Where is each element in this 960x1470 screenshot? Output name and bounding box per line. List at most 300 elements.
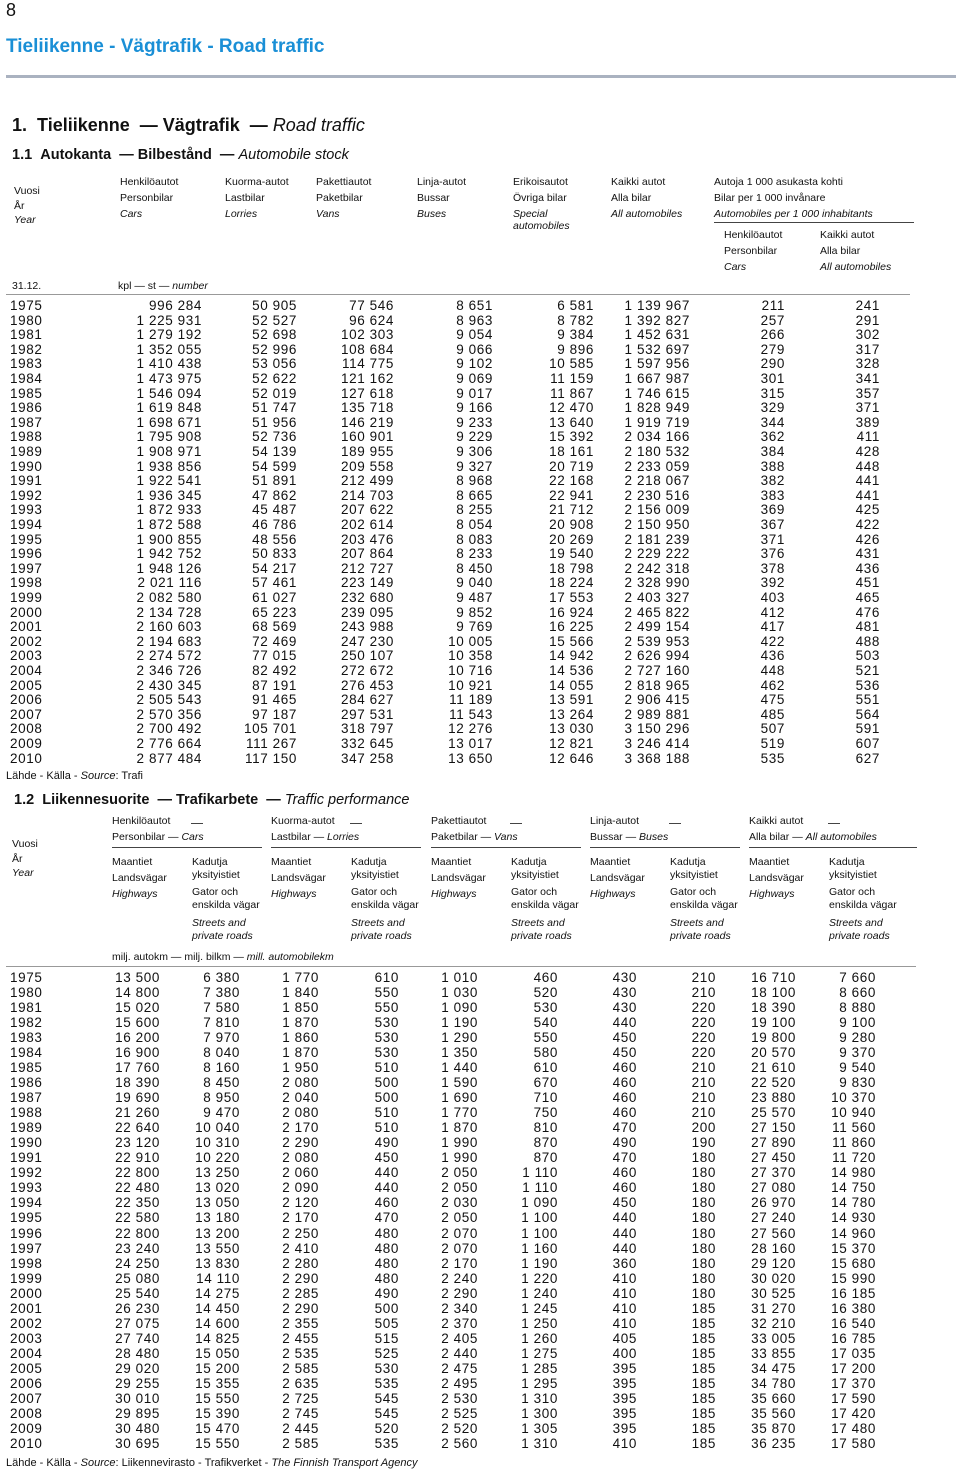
row-year: 2002 [10, 633, 43, 649]
cell-value: 54 217 [252, 560, 297, 576]
cell-value: 1 872 588 [136, 517, 202, 532]
col-special-sv: Övriga bilar [513, 192, 567, 204]
cell-value: 536 [855, 677, 880, 693]
cell-value: 551 [855, 692, 880, 708]
cell-value: 13 500 [115, 970, 160, 985]
cell-value: 2 776 664 [136, 736, 202, 751]
cell-value: 488 [855, 633, 880, 649]
cell-value: 52 698 [252, 327, 297, 343]
cell-value: 290 [760, 356, 785, 372]
cell-value: 2 230 516 [624, 487, 690, 503]
sub-hw-fi: Maantiet [271, 856, 312, 868]
cell-value: 490 [612, 1135, 637, 1151]
cell-value: 2 370 [441, 1315, 478, 1331]
sub-st-sv2: enskilda vägar [192, 899, 260, 911]
cell-value: 8 040 [203, 1045, 240, 1061]
cell-value: 1 350 [441, 1045, 478, 1061]
cell-value: 77 546 [349, 298, 394, 313]
cell-value: 127 618 [341, 385, 394, 401]
sub-hw-sv: Landsvägar [271, 872, 326, 884]
row-year: 1999 [10, 1270, 43, 1286]
cell-value: 302 [855, 327, 880, 343]
cell-value: 2 877 484 [136, 750, 202, 766]
cell-value: 545 [374, 1405, 399, 1421]
section-11-en: Automobile stock [238, 147, 349, 163]
table-row [0, 1422, 960, 1436]
sub-st-en1: Streets and [829, 917, 883, 929]
table-row [0, 1302, 960, 1316]
cell-value: 207 864 [341, 546, 394, 562]
cell-value: 422 [760, 633, 785, 649]
cell-value: 2 290 [282, 1300, 319, 1316]
cell-value: 19 690 [115, 1090, 160, 1106]
cell-value: 14 780 [831, 1195, 876, 1211]
row-year: 1986 [10, 1075, 43, 1091]
row-year: 1989 [10, 1120, 43, 1136]
cell-value: 1 546 094 [136, 385, 202, 401]
cell-value: 1 310 [521, 1435, 558, 1451]
cell-value: 1 850 [282, 1000, 319, 1016]
table-row [0, 1347, 960, 1361]
row-year: 1990 [10, 1135, 43, 1151]
cell-value: 16 200 [115, 1030, 160, 1046]
cell-value: 1 110 [522, 1180, 558, 1196]
table-row [0, 1031, 960, 1045]
cell-value: 2 745 [282, 1405, 319, 1421]
cell-value: 22 580 [115, 1210, 160, 1226]
cell-value: 8 950 [203, 1090, 240, 1106]
group-en: Vans [494, 831, 518, 843]
cell-value: 341 [855, 371, 880, 386]
cell-value: 2 340 [441, 1300, 478, 1316]
cell-value: 9 102 [456, 356, 493, 372]
table-row [0, 401, 960, 415]
section-12-en: Traffic performance [284, 792, 410, 808]
cell-value: 180 [691, 1195, 716, 1211]
table-row [0, 372, 960, 386]
cell-value: 8 160 [203, 1060, 240, 1076]
row-year: 1987 [10, 1090, 43, 1106]
sub-st-sv2: enskilda vägar [511, 899, 579, 911]
cell-value: 22 800 [115, 1165, 160, 1181]
table-row [0, 1407, 960, 1421]
t-source-value: Liikennevirasto [121, 1457, 195, 1469]
cell-value: 27 370 [751, 1165, 796, 1181]
cell-value: 9 040 [456, 575, 493, 591]
t-unit-sv: milj. bilkm [184, 951, 231, 963]
table-row [0, 1377, 960, 1391]
row-year: 2002 [10, 1315, 43, 1331]
cell-value: 1 100 [521, 1225, 558, 1241]
cell-value: 535 [374, 1435, 399, 1451]
cell-value: 15 370 [831, 1240, 876, 1256]
col-all-en: All automobiles [611, 208, 683, 220]
cell-value: 13 180 [195, 1210, 240, 1226]
cell-value: 1 770 [282, 970, 319, 985]
cell-value: 2 818 965 [624, 677, 690, 693]
cell-value: 9 306 [456, 444, 493, 459]
sub-st-fi2: yksityistiet [351, 869, 399, 881]
cell-value: 2 585 [282, 1435, 319, 1451]
cell-value: 17 760 [115, 1060, 160, 1076]
table-row [0, 343, 960, 357]
row-year: 1984 [10, 1045, 43, 1061]
cell-value: 440 [612, 1210, 637, 1226]
cell-value: 1 285 [521, 1360, 558, 1376]
cell-value: 200 [691, 1120, 716, 1136]
cell-value: 1 392 827 [624, 312, 690, 328]
col-vans-en: Vans [316, 208, 340, 220]
cell-value: 412 [760, 604, 785, 620]
cell-value: 450 [612, 1030, 637, 1046]
cell-value: 19 100 [751, 1015, 796, 1031]
cell-value: 30 525 [751, 1285, 796, 1301]
cell-value: 34 780 [751, 1375, 796, 1391]
unit-label: kpl — st — number [118, 280, 208, 292]
cell-value: 1 275 [521, 1345, 558, 1361]
cell-value: 14 110 [196, 1270, 240, 1286]
sub-hw-en: Highways [112, 888, 158, 900]
cell-value: 1 160 [521, 1240, 558, 1256]
row-year: 1994 [10, 517, 43, 532]
cell-value: 180 [691, 1270, 716, 1286]
cell-value: 82 492 [252, 663, 297, 678]
group-fi-rule [191, 823, 203, 824]
cell-value: 2 906 415 [624, 692, 690, 708]
cell-value: 2 700 492 [136, 721, 202, 737]
table-row [0, 1196, 960, 1210]
cell-value: 15 355 [195, 1375, 240, 1391]
cell-value: 28 160 [751, 1240, 796, 1256]
cell-value: 1 860 [282, 1030, 319, 1046]
cell-value: 15 990 [831, 1270, 876, 1286]
cell-value: 32 210 [751, 1315, 796, 1331]
sub-st-sv1: Gator och [829, 886, 876, 898]
cell-value: 1 532 697 [624, 341, 690, 357]
col-buses-sv: Bussar [417, 192, 450, 204]
col-all-fi: Kaikki autot [611, 176, 666, 188]
sub-st-en1: Streets and [670, 917, 724, 929]
cell-value: 1 922 541 [136, 473, 202, 489]
group-en: Buses [639, 831, 669, 843]
cell-value: 362 [760, 429, 785, 445]
group-fi: Kaikki autot [749, 815, 804, 827]
col-per1000-cars-en: Cars [724, 261, 747, 273]
cell-value: 510 [374, 1120, 399, 1136]
cell-value: 403 [760, 590, 785, 605]
cell-value: 1 305 [521, 1420, 558, 1436]
cell-value: 54 599 [252, 458, 297, 474]
cell-value: 91 465 [252, 692, 297, 708]
table-row [0, 722, 960, 736]
cell-value: 1 250 [521, 1315, 558, 1331]
cell-value: 189 955 [341, 444, 394, 459]
cell-value: 510 [374, 1105, 399, 1121]
cell-value: 1 300 [521, 1405, 558, 1421]
cell-value: 185 [691, 1435, 716, 1451]
cell-value: 1 310 [521, 1390, 558, 1406]
sub-st-fi2: yksityistiet [829, 869, 877, 881]
cell-value: 384 [760, 444, 785, 459]
cell-value: 462 [760, 677, 785, 693]
cell-value: 2 233 059 [624, 458, 690, 474]
table-row [0, 971, 960, 985]
cell-value: 20 570 [751, 1045, 796, 1061]
cell-value: 535 [760, 750, 785, 766]
row-year: 2005 [10, 1360, 43, 1376]
cell-value: 185 [691, 1390, 716, 1406]
sub-st-en2: private roads [351, 930, 412, 942]
cell-value: 2 050 [441, 1180, 478, 1196]
cell-value: 11 560 [832, 1120, 876, 1136]
cell-value: 36 235 [751, 1435, 796, 1451]
cell-value: 410 [612, 1285, 637, 1301]
cell-value: 1 872 933 [136, 502, 202, 518]
table-row [0, 387, 960, 401]
cell-value: 2 346 726 [136, 663, 202, 678]
cell-value: 2 560 [441, 1435, 478, 1451]
table-row [0, 357, 960, 371]
cell-value: 21 610 [751, 1060, 796, 1076]
cell-value: 14 536 [549, 663, 594, 678]
cell-value: 111 267 [246, 736, 297, 751]
group-sv: Personbilar [112, 831, 166, 843]
cell-value: 470 [612, 1150, 637, 1166]
cell-value: 87 191 [252, 677, 297, 693]
cell-value: 996 284 [149, 298, 202, 313]
year-label-fi: Vuosi [14, 185, 40, 197]
cell-value: 7 810 [203, 1015, 240, 1031]
cell-value: 35 560 [751, 1405, 796, 1421]
cell-value: 16 924 [549, 604, 594, 620]
cell-value: 15 200 [195, 1360, 240, 1376]
cell-value: 241 [855, 298, 880, 313]
cell-value: 8 083 [456, 531, 493, 547]
cell-value: 29 020 [115, 1360, 160, 1376]
table-row [0, 1166, 960, 1180]
cell-value: 2 539 953 [624, 633, 690, 649]
cell-value: 490 [374, 1135, 399, 1151]
cell-value: 410 [612, 1435, 637, 1451]
cell-value: 564 [855, 706, 880, 722]
cell-value: 382 [760, 473, 785, 489]
cell-value: 8 450 [456, 560, 493, 576]
cell-value: 22 640 [115, 1120, 160, 1136]
row-year: 1983 [10, 1030, 43, 1046]
unit-sv: st [147, 280, 156, 292]
cell-value: 8 660 [839, 985, 876, 1001]
cell-value: 29 255 [115, 1375, 160, 1391]
sub-hw-en: Highways [749, 888, 795, 900]
cell-value: 395 [612, 1405, 637, 1421]
cell-value: 185 [691, 1375, 716, 1391]
t-source-en: Source [80, 1457, 116, 1469]
row-year: 2008 [10, 1405, 43, 1421]
cell-value: 209 558 [341, 458, 394, 474]
cell-value: 17 200 [831, 1360, 876, 1376]
group-sv-en: Lastbilar — Lorries [271, 831, 360, 843]
t-source-fi: Lähde [6, 1457, 37, 1469]
cell-value: 2 635 [282, 1375, 319, 1391]
cell-value: 2 530 [441, 1390, 478, 1406]
cell-value: 9 166 [456, 400, 493, 416]
cell-value: 211 [761, 298, 785, 313]
group-rule [590, 847, 740, 848]
group-fi-rule [350, 823, 362, 824]
year-date-label: 31.12. [12, 280, 42, 292]
cell-value: 11 543 [449, 706, 493, 722]
col-per1000-all-fi: Kaikki autot [820, 229, 875, 241]
cell-value: 14 960 [831, 1225, 876, 1241]
sub-hw-sv: Landsvägar [112, 872, 167, 884]
cell-value: 15 390 [195, 1405, 240, 1421]
row-year: 2010 [10, 1435, 43, 1451]
sub-st-en1: Streets and [511, 917, 565, 929]
cell-value: 1 100 [521, 1210, 558, 1226]
cell-value: 2 242 318 [624, 560, 690, 576]
row-year: 1991 [10, 473, 43, 489]
group-fi: Henkilöautot [112, 815, 171, 827]
cell-value: 376 [760, 546, 785, 562]
cell-value: 17 420 [831, 1405, 876, 1421]
cell-value: 440 [612, 1240, 637, 1256]
group-fi-rule [828, 823, 840, 824]
row-year: 1997 [10, 1240, 43, 1256]
col-lorries-en: Lorries [225, 208, 258, 220]
cell-value: 411 [856, 429, 880, 445]
cell-value: 530 [374, 1045, 399, 1061]
cell-value: 870 [533, 1150, 558, 1166]
cell-value: 27 560 [751, 1225, 796, 1241]
cell-value: 2 290 [282, 1135, 319, 1151]
cell-value: 1 746 615 [624, 385, 690, 401]
cell-value: 428 [855, 444, 880, 459]
row-year: 2003 [10, 648, 43, 664]
cell-value: 27 450 [751, 1150, 796, 1166]
cell-value: 2 160 603 [136, 619, 202, 635]
cell-value: 451 [855, 575, 880, 591]
cell-value: 21 712 [549, 502, 594, 518]
cell-value: 2 080 [282, 1105, 319, 1121]
cell-value: 550 [374, 985, 399, 1001]
cell-value: 9 229 [456, 429, 493, 445]
table-row [0, 620, 960, 634]
table-row [0, 664, 960, 678]
cell-value: 505 [374, 1315, 399, 1331]
cell-value: 460 [612, 1090, 637, 1106]
cell-value: 45 487 [252, 502, 297, 518]
cell-value: 9 100 [839, 1015, 876, 1031]
cell-value: 2 280 [282, 1255, 319, 1271]
cell-value: 250 107 [341, 648, 394, 664]
sub-st-fi2: yksityistiet [670, 869, 718, 881]
cell-value: 51 747 [252, 400, 297, 416]
cell-value: 13 250 [195, 1165, 240, 1181]
cell-value: 57 461 [252, 575, 297, 591]
cell-value: 207 622 [341, 502, 394, 518]
cell-value: 9 327 [456, 458, 493, 474]
row-year: 2007 [10, 1390, 43, 1406]
cell-value: 61 027 [252, 590, 297, 605]
cell-value: 284 627 [341, 692, 394, 708]
cell-value: 21 260 [115, 1105, 160, 1121]
cell-value: 180 [691, 1165, 716, 1181]
cell-value: 460 [612, 1060, 637, 1076]
cell-value: 202 614 [341, 517, 394, 532]
cell-value: 500 [374, 1075, 399, 1091]
cell-value: 2 120 [282, 1195, 319, 1211]
cell-value: 500 [374, 1300, 399, 1316]
cell-value: 19 800 [751, 1030, 796, 1046]
cell-value: 425 [855, 502, 880, 518]
cell-value: 51 956 [252, 414, 297, 430]
cell-value: 441 [855, 487, 880, 503]
cell-value: 220 [691, 1000, 716, 1016]
sub-st-fi1: Kadutja [351, 856, 387, 868]
cell-value: 2 328 990 [624, 575, 690, 591]
cell-value: 27 075 [115, 1315, 160, 1331]
sub-hw-fi: Maantiet [431, 856, 472, 868]
cell-value: 2 070 [441, 1240, 478, 1256]
cell-value: 521 [855, 663, 880, 678]
cell-value: 14 942 [549, 648, 594, 664]
cell-value: 9 540 [839, 1060, 876, 1076]
sub-hw-fi: Maantiet [749, 856, 790, 868]
cell-value: 28 480 [115, 1345, 160, 1361]
cell-value: 2 274 572 [136, 648, 202, 664]
cell-value: 315 [760, 385, 785, 401]
sub-st-sv1: Gator och [192, 886, 239, 898]
cell-value: 14 450 [195, 1300, 240, 1316]
cell-value: 7 580 [203, 1000, 240, 1016]
cell-value: 16 785 [831, 1330, 876, 1346]
cell-value: 52 622 [252, 371, 297, 386]
cell-value: 9 054 [456, 327, 493, 343]
cell-value: 1 590 [441, 1075, 478, 1091]
cell-value: 13 640 [549, 414, 594, 430]
cell-value: 347 258 [341, 750, 394, 766]
cell-value: 1 225 931 [136, 312, 202, 328]
cell-value: 2 082 580 [136, 590, 202, 605]
cell-value: 510 [374, 1060, 399, 1076]
cell-value: 2 725 [282, 1390, 319, 1406]
cell-value: 1 619 848 [136, 400, 202, 416]
cell-value: 27 240 [751, 1210, 796, 1226]
cell-value: 185 [691, 1330, 716, 1346]
cell-value: 1 770 [441, 1105, 478, 1121]
row-year: 1994 [10, 1195, 43, 1211]
cell-value: 1 990 [441, 1150, 478, 1166]
cell-value: 25 570 [751, 1105, 796, 1121]
cell-value: 1 690 [441, 1090, 478, 1106]
cell-value: 2 499 154 [624, 619, 690, 635]
source-value: Trafi [121, 770, 143, 782]
section-1-number: 1. [12, 115, 28, 135]
group-rule [431, 847, 581, 848]
title-rule [6, 75, 956, 78]
cell-value: 2 410 [282, 1240, 319, 1256]
cell-value: 14 750 [831, 1180, 876, 1196]
cell-value: 1 870 [441, 1120, 478, 1136]
cell-value: 16 380 [831, 1300, 876, 1316]
cell-value: 15 020 [115, 1000, 160, 1016]
cell-value: 210 [691, 1075, 716, 1091]
cell-value: 17 590 [831, 1390, 876, 1406]
cell-value: 460 [533, 970, 558, 985]
cell-value: 214 703 [341, 487, 394, 503]
table-row [0, 693, 960, 707]
col-special-fi: Erikoisautot [513, 176, 568, 188]
